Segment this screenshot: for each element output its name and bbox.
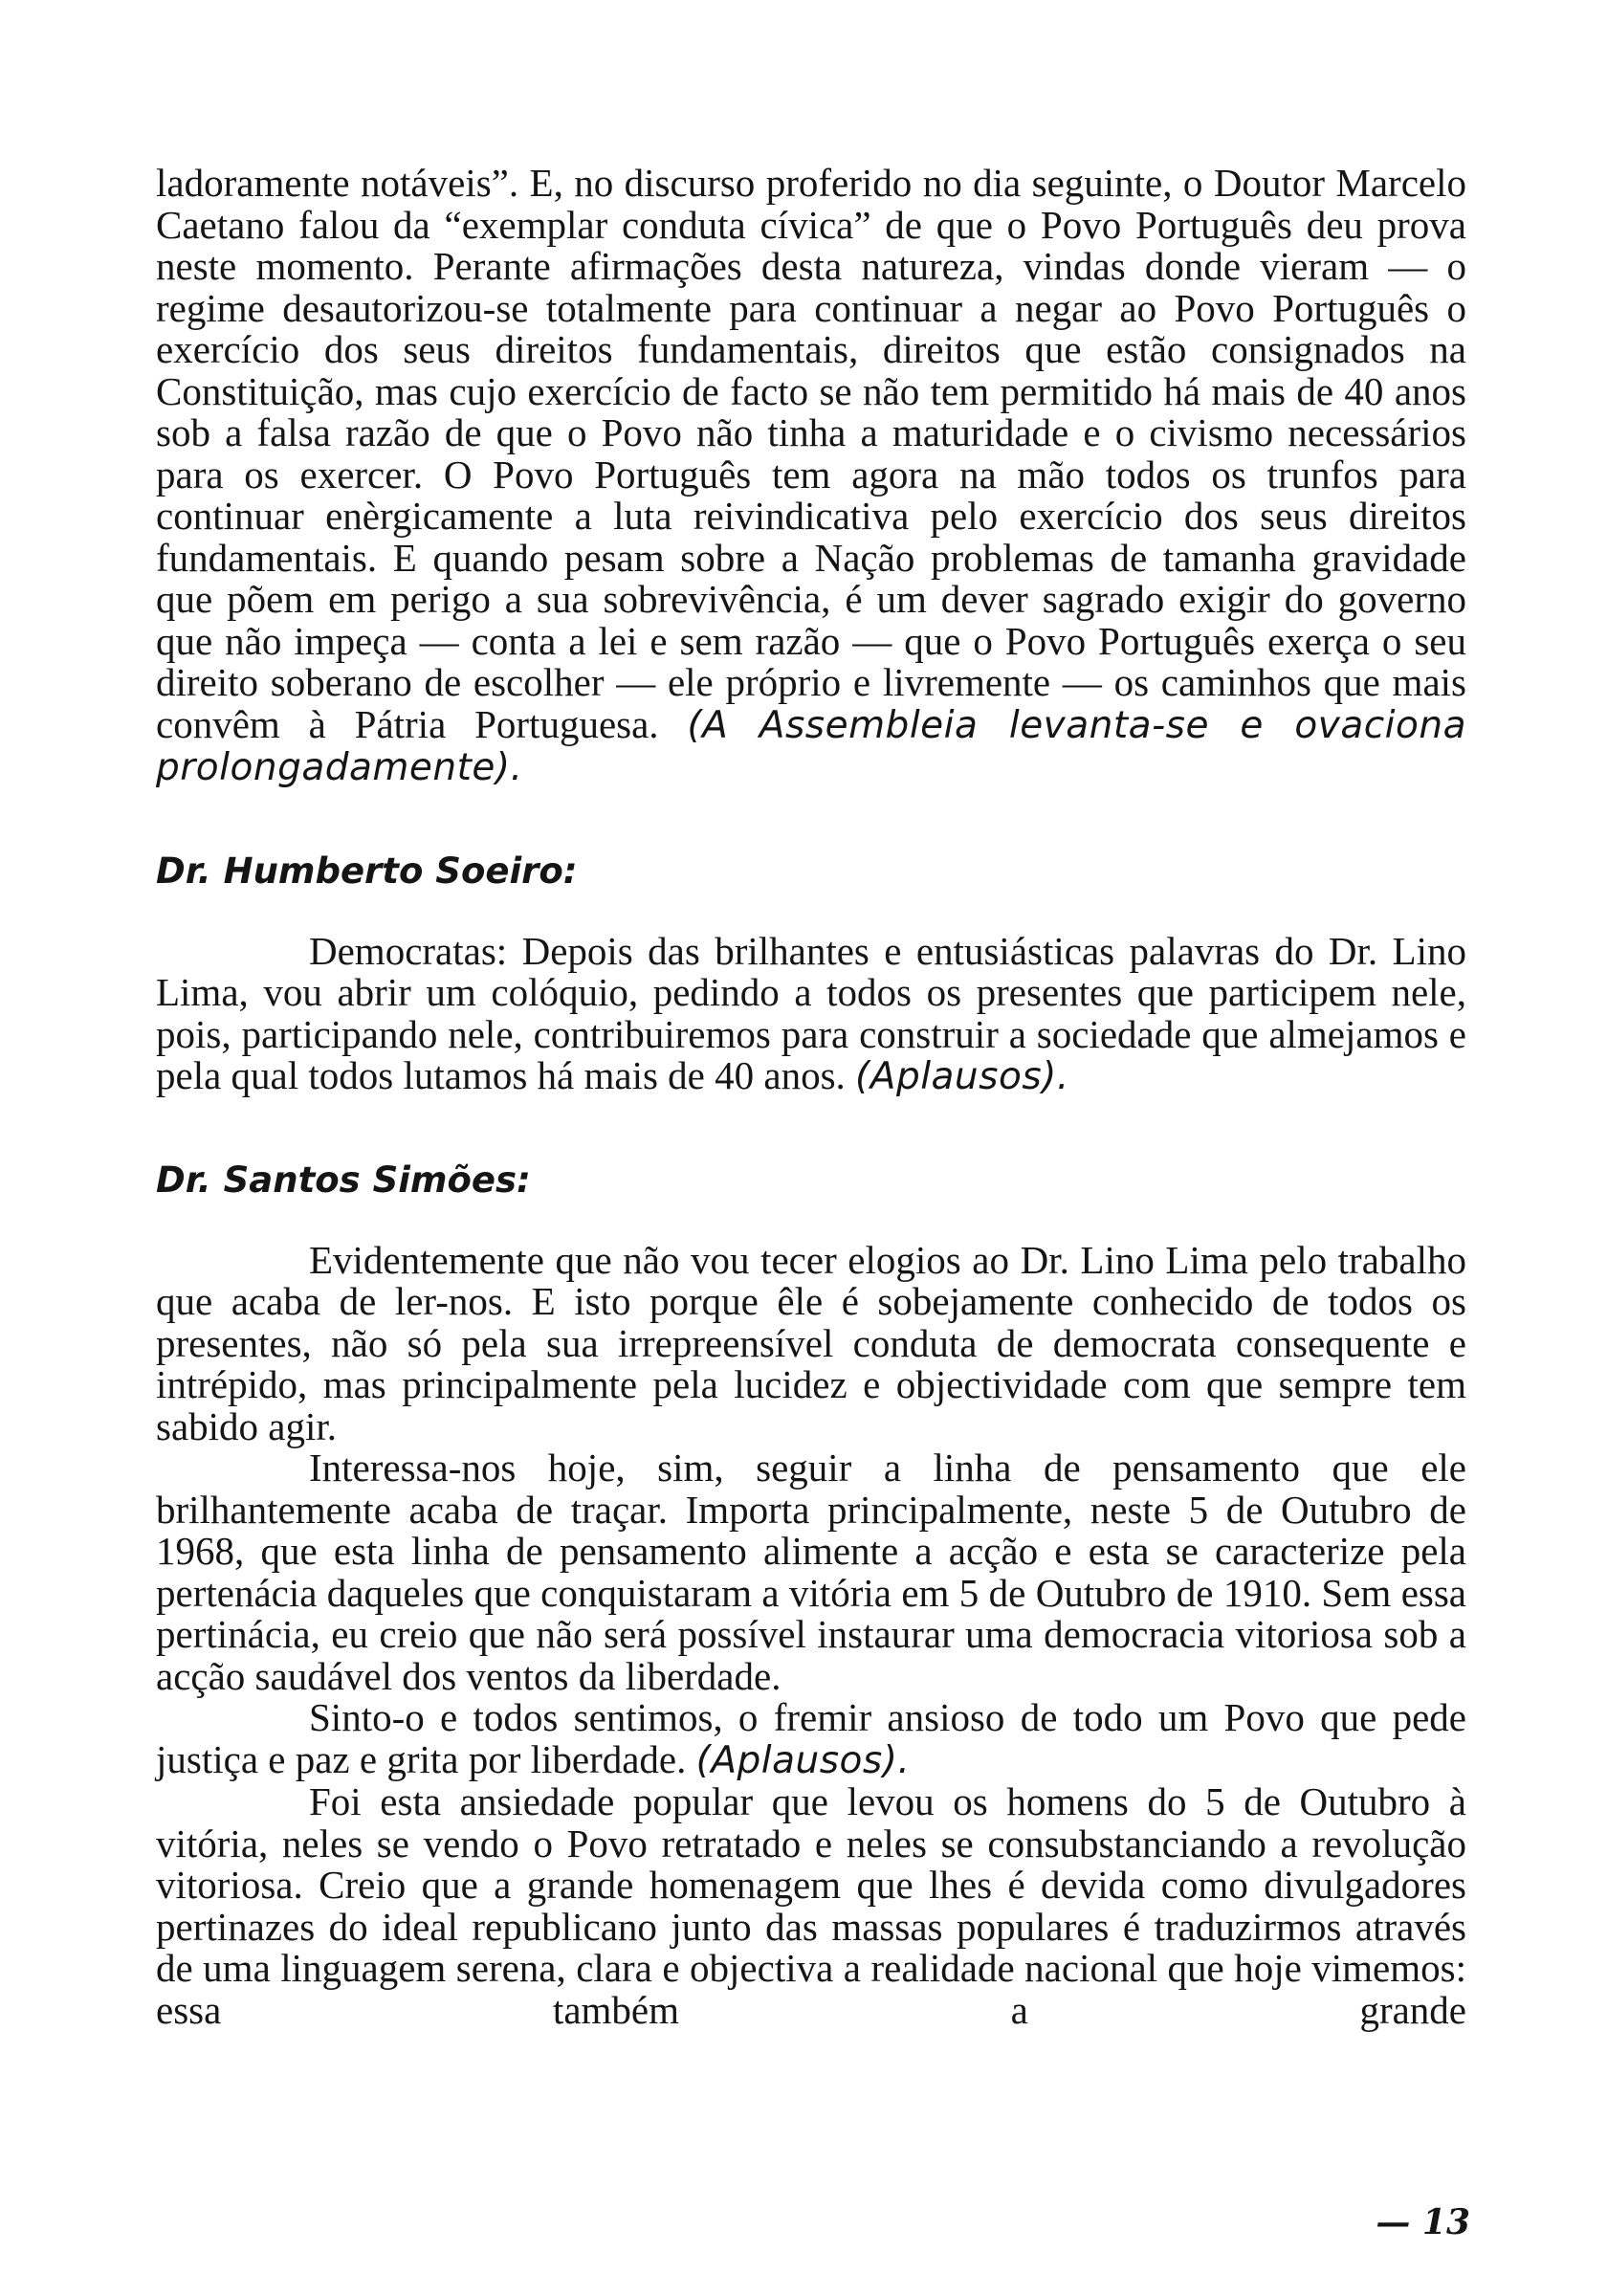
stage-direction: (Aplausos). <box>855 1055 1069 1098</box>
speaker-heading-humberto-soeiro: Dr. Humberto Soeiro: <box>156 850 578 892</box>
paragraph-santos-simoes-4: Foi esta ansiedade popular que levou os homens do 5 de Outubro à vitória, neles se vendo o Povo retratado e neles se consubstanciando a revolução vitoriosa. Creio que a grande homenagem que lhes é devida como divulgadores pertinazes do ideal republicano junto das massas populares é traduzirmos através de uma linguagem serena, clara e objectiva a realidade nacional que hoje vimemos: essa também a grande <box>156 1779 1466 2032</box>
page-body <box>156 163 1466 2031</box>
page-number: — 13 <box>1376 2202 1470 2242</box>
stage-direction: (Aplausos). <box>695 1738 911 1782</box>
speaker-heading-santos-simoes: Dr. Santos Simões: <box>156 1159 531 1201</box>
stage-direction: (A Assembleia levanta-se e ovaciona prolongadamente). <box>156 703 1466 789</box>
paragraph-text: Sinto-o e todos sentimos, o fremir ansioso de todo um Povo que pede justiça e paz e grita por liberdade. <box>156 1695 1466 1781</box>
paragraph-santos-simoes-2: Interessa-nos hoje, sim, seguir a linha de pensamento que ele brilhantemente acaba de traçar. Importa principalmente, neste 5 de Outubro de 1968, que esta linha de pensamento alimente a acção e esta se caracterize pela pertenácia daqueles que conquistaram a vitória em 5 de Outubro de 1910. Sem essa pertinácia, eu creio que não será possível instaurar uma democracia vitoriosa sob a acção saudável dos ventos da liberdade. <box>156 1446 1466 1698</box>
paragraph-santos-simoes-1: Evidentemente que não vou tecer elogios ao Dr. Lino Lima pelo trabalho que acaba de ler-nos. E isto porque êle é sobejamente conhecido de todos os presentes, não só pela sua irrepreensível conduta de democrata consequente e intrépido, mas principalmente pela lucidez e objectividade com que sempre tem sabido agir. <box>156 1237 1466 1448</box>
paragraph-lino-lima-closing <box>156 163 1466 789</box>
paragraph-santos-simoes-3 <box>156 1697 1466 1781</box>
paragraph-humberto-soeiro <box>156 928 1466 1098</box>
paragraph-text: ladoramente notáveis”. E, no discurso proferido no dia seguinte, o Doutor Marcelo Caetano falou da “exemplar conduta cívica” de que o Povo Português deu prova neste momento. Perante afirmações desta natureza, vindas donde vieram — o regime desautorizou-se totalmente para continuar a negar ao Povo Português o exercício dos seus direitos fundamentais, direitos que estão consignados na Constituição, mas cujo exercício de facto se não tem permitido há mais de 40 anos sob a falsa razão de que o Povo não tinha a maturidade e o civismo necessários para os exercer. O Povo Português tem agora na mão todos os trunfos para continuar enèrgicamente a luta reivindicativa pelo exercício dos seus direitos fundamentais. E quando pesam sobre a Nação problemas de tamanha gravidade que põem em perigo a sua sobrevivência, é um dever sagrado exigir do governo que não impeça — conta a lei e sem razão — que o Povo Português exerça o seu direito soberano de escolher — ele próprio e livremente — os caminhos que mais convêm à Pátria Portuguesa. <box>156 161 1466 746</box>
paragraph-text: Democratas: Depois das brilhantes e entusiásticas palavras do Dr. Lino Lima, vou abrir um colóquio, pedindo a todos os presentes que participem nele, pois, participando nele, contribuiremos para construir a sociedade que almejamos e pela qual todos lutamos há mais de 40 anos. <box>156 928 1466 1097</box>
